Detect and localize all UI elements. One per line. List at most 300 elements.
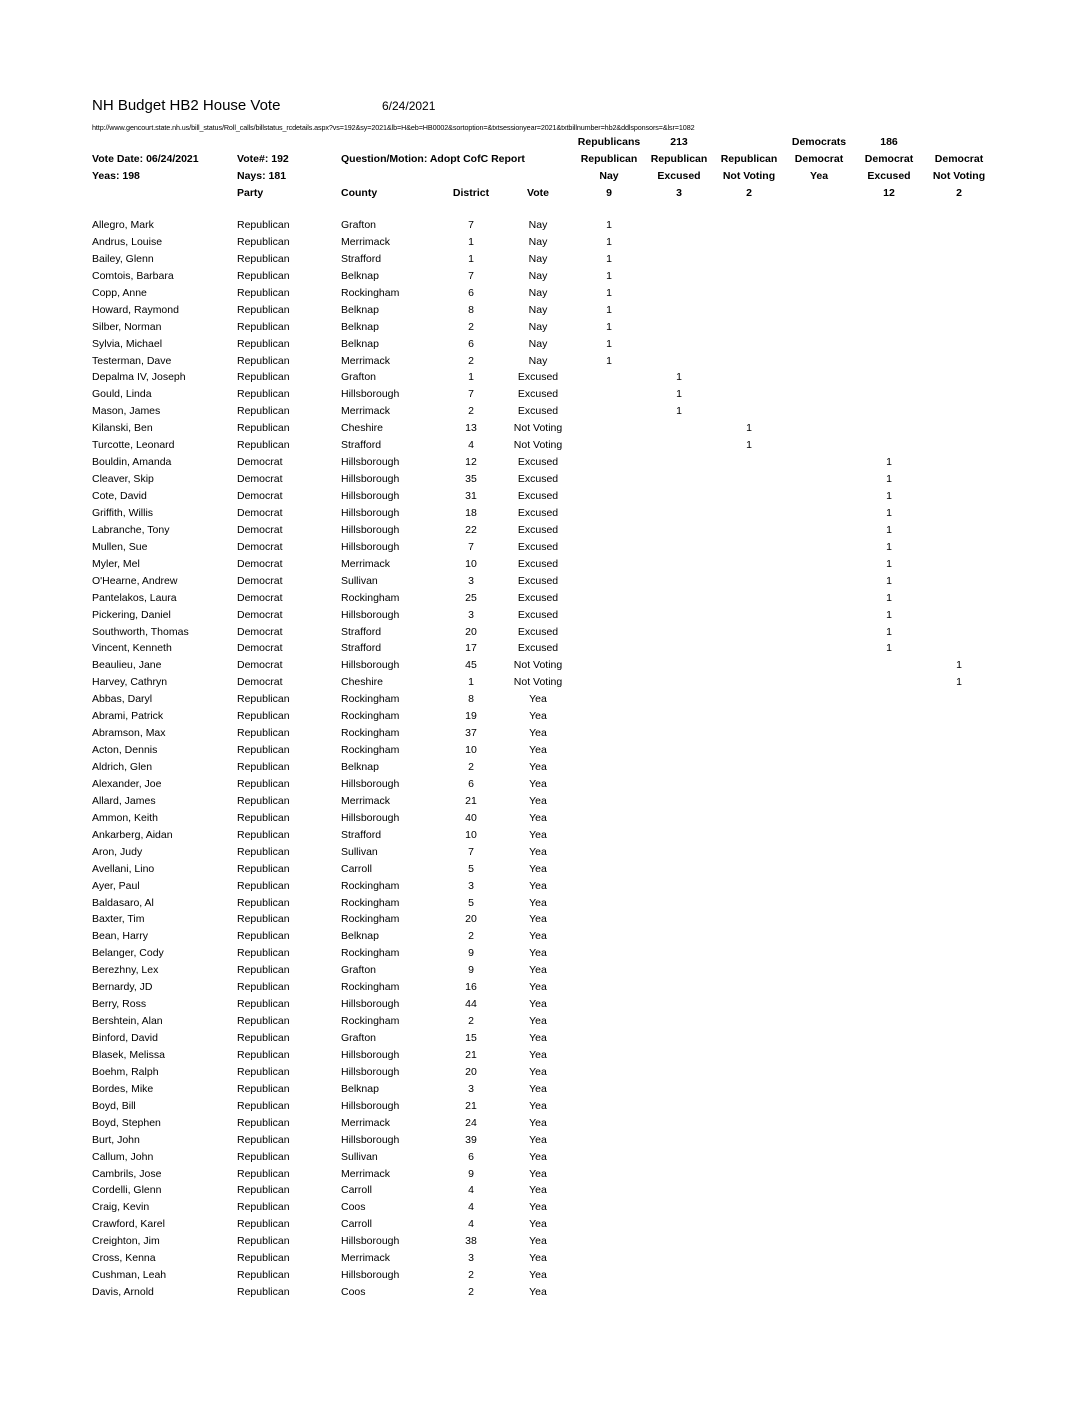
legislator-name: Abrami, Patrick [92,710,164,723]
district: 6 [468,286,474,299]
party: Republican [237,1015,290,1028]
legislator-name: Berry, Ross [92,998,147,1011]
district: 31 [465,490,477,502]
header-vote: Vote [527,187,549,199]
vote: Not Voting [513,676,563,689]
legislator-name: Callum, John [92,1150,154,1163]
rep-excused-mark: 1 [676,388,682,401]
party: Republican [237,286,290,299]
district: 2 [468,761,474,773]
dem-excused-mark: 1 [886,523,892,536]
legislator-name: Boehm, Ralph [92,1065,159,1078]
vote: Not Voting [513,439,563,452]
legislator-name: Cote, David [92,490,147,502]
vote: Yea [529,1032,547,1044]
vote: Excused [517,557,559,570]
legislator-name: Kilanski, Ben [92,422,153,435]
county: Belknap [341,761,379,773]
vote: Yea [529,981,547,994]
header-democrats: Democrats [791,136,847,148]
table-row [0,321,1088,338]
legislator-name: Belanger, Cody [92,947,164,960]
district: 6 [468,777,474,790]
county: Strafford [341,642,382,655]
table-row [0,761,1088,778]
party: Republican [237,219,290,231]
legislator-name: Crawford, Karel [92,1218,165,1231]
party: Republican [237,862,290,875]
dem-excused-mark: 1 [886,625,892,638]
table-row [0,219,1088,236]
legislator-name: Allard, James [92,794,156,807]
county: Hillsborough [341,659,400,672]
party: Republican [237,1167,290,1180]
legislator-name: Cambrils, Jose [92,1167,162,1180]
legislator-name: Cleaver, Skip [92,473,154,486]
legislator-name: Howard, Raymond [92,303,179,316]
vote: Excused [517,591,559,604]
party: Democrat [237,591,283,604]
table-row [0,642,1088,659]
party: Republican [237,1184,290,1197]
party: Republican [237,693,290,706]
vote: Yea [529,998,547,1011]
party: Democrat [237,456,283,469]
header-rep-nay-count: 9 [606,187,612,199]
county: Grafton [341,964,377,977]
party: Republican [237,1065,290,1078]
legislator-name: Turcotte, Leonard [92,439,175,452]
district: 7 [468,540,474,553]
district: 40 [465,811,477,824]
table-row [0,558,1088,575]
dem-excused-mark: 1 [886,540,892,553]
vote: Yea [529,1286,547,1299]
legislator-name: Bouldin, Amanda [92,456,172,469]
legislator-name: Testerman, Dave [92,354,172,367]
district: 4 [468,1201,474,1214]
header-rep-nay-2: Nay [599,170,619,182]
district: 4 [468,1184,474,1197]
vote: Yea [529,693,547,706]
district: 1 [468,235,474,248]
vote-table-body [0,219,1088,1303]
party: Republican [237,1116,290,1129]
vote: Yea [529,1150,547,1163]
district: 1 [468,371,474,384]
table-row [0,371,1088,388]
party: Republican [237,710,290,723]
header-rep-exc-count: 3 [676,187,682,199]
vote: Excused [517,490,559,502]
county: Merrimack [341,557,390,570]
county: Hillsborough [341,1099,400,1112]
party: Democrat [237,676,283,689]
legislator-name: Comtois, Barbara [92,269,174,282]
legislator-name: Davis, Arnold [92,1286,154,1299]
header-rep-exc-1: Republican [650,153,708,165]
vote: Not Voting [513,422,563,435]
legislator-name: Griffith, Willis [92,506,154,519]
vote: Yea [529,1099,547,1112]
county: Coos [341,1201,366,1214]
vote: Nay [528,337,548,350]
party: Republican [237,354,290,367]
table-row [0,829,1088,846]
table-row [0,1015,1088,1032]
table-row [0,863,1088,880]
header-rep-nay-1: Republican [580,153,638,165]
vote: Yea [529,862,547,875]
vote: Yea [529,896,547,909]
district: 37 [465,727,477,740]
table-row [0,626,1088,643]
vote: Yea [529,744,547,757]
table-row [0,388,1088,405]
county: Hillsborough [341,608,400,621]
legislator-name: Silber, Norman [92,320,162,333]
vote: Yea [529,794,547,807]
vote: Yea [529,913,547,926]
district: 35 [465,473,477,486]
county: Carroll [341,1218,372,1231]
district: 2 [468,320,474,333]
table-row [0,304,1088,321]
table-row [0,1201,1088,1218]
rep-excused-mark: 1 [676,405,682,418]
district: 45 [465,659,477,672]
dem-not-voting-mark: 1 [956,659,962,672]
table-row [0,338,1088,355]
district: 3 [468,574,474,587]
vote-number: Vote#: 192 [237,153,289,165]
county: Cheshire [341,676,384,689]
legislator-name: Boyd, Stephen [92,1116,161,1129]
rep-nay-mark: 1 [606,286,612,299]
table-row [0,1168,1088,1185]
district: 2 [468,1015,474,1028]
district: 3 [468,1082,474,1095]
party: Republican [237,371,290,384]
table-row [0,998,1088,1015]
legislator-name: Aron, Judy [92,845,143,858]
district: 15 [465,1032,477,1044]
party: Republican [237,811,290,824]
legislator-name: Blasek, Melissa [92,1048,165,1061]
district: 25 [465,591,477,604]
vote: Yea [529,947,547,960]
party: Republican [237,422,290,435]
header-county: County [341,187,378,199]
table-row [0,1184,1088,1201]
header-rep-nv-count: 2 [746,187,752,199]
district: 9 [468,964,474,977]
table-row [0,880,1088,897]
vote: Yea [529,879,547,892]
legislator-name: Mullen, Sue [92,540,148,553]
county: Grafton [341,219,377,231]
party: Democrat [237,540,283,553]
vote: Excused [517,642,559,655]
party: Republican [237,235,290,248]
county: Strafford [341,625,382,638]
county: Belknap [341,1082,379,1095]
header-rep-exc-2: Excused [657,170,701,182]
vote: Nay [528,235,548,248]
vote: Yea [529,1269,547,1282]
table-row [0,795,1088,812]
table-row [0,930,1088,947]
header-dem-nv-count: 2 [956,187,962,199]
party: Republican [237,794,290,807]
legislator-name: Abbas, Daryl [92,693,153,706]
table-row [0,490,1088,507]
district: 16 [465,981,477,994]
party: Republican [237,1150,290,1163]
vote: Yea [529,727,547,740]
party: Republican [237,761,290,773]
question-motion: Question/Motion: Adopt CofC Report [341,153,525,165]
district: 5 [468,862,474,875]
table-row [0,524,1088,541]
county: Belknap [341,269,379,282]
legislator-name: Abramson, Max [92,727,166,740]
district: 7 [468,388,474,401]
county: Hillsborough [341,998,400,1011]
district: 6 [468,1150,474,1163]
county: Hillsborough [341,456,400,469]
dem-excused-mark: 1 [886,642,892,655]
header-dem-nv-1: Democrat [934,153,984,165]
table-row [0,897,1088,914]
county: Hillsborough [341,1133,400,1146]
dem-excused-mark: 1 [886,473,892,486]
rep-nay-mark: 1 [606,235,612,248]
header-republicans-total: 213 [670,136,688,148]
vote: Excused [517,473,559,486]
party: Republican [237,1082,290,1095]
table-row [0,287,1088,304]
vote: Yea [529,1218,547,1231]
district: 19 [465,710,477,723]
table-row [0,1151,1088,1168]
table-row [0,812,1088,829]
party: Republican [237,1099,290,1112]
legislator-name: Binford, David [92,1032,158,1044]
table-row [0,575,1088,592]
county: Carroll [341,1184,372,1197]
party: Democrat [237,642,283,655]
legislator-name: Cushman, Leah [92,1269,167,1282]
district: 4 [468,439,474,452]
county: Rockingham [341,896,400,909]
legislator-name: Baxter, Tim [92,913,145,926]
table-row [0,422,1088,439]
rep-excused-mark: 1 [676,371,682,384]
legislator-name: Baldasaro, Al [92,896,154,909]
source-url: http://www.gencourt.state.nh.us/bill_status/Roll_calls/billstatus_rcdetails.aspx?vs=192&sy=2021&lb=H&eb=HB0002&sortoption=&txtsessionyear=2021&txtbillnumber=hb2&ddlsponsors=&lsr=1082 [92,123,695,132]
district: 44 [465,998,477,1011]
district: 2 [468,405,474,418]
party: Republican [237,964,290,977]
district: 3 [468,879,474,892]
rep-nay-mark: 1 [606,269,612,282]
table-row [0,710,1088,727]
party: Republican [237,896,290,909]
legislator-name: Avellani, Lino [92,862,155,875]
page-title: NH Budget HB2 House Vote [92,97,281,114]
district: 4 [468,1218,474,1231]
legislator-name: Ammon, Keith [92,811,158,824]
party: Republican [237,981,290,994]
table-row [0,1066,1088,1083]
legislator-name: O'Hearne, Andrew [92,574,178,587]
vote: Yea [529,845,547,858]
district: 6 [468,337,474,350]
table-row [0,270,1088,287]
table-row [0,541,1088,558]
legislator-name: Depalma IV, Joseph [92,371,186,384]
county: Merrimack [341,1252,390,1265]
legislator-name: Bernardy, JD [92,981,153,994]
district: 9 [468,1167,474,1180]
party: Republican [237,269,290,282]
party: Republican [237,913,290,926]
county: Rockingham [341,879,400,892]
county: Hillsborough [341,1235,400,1248]
table-row [0,1049,1088,1066]
district: 39 [465,1133,477,1146]
legislator-name: Cordelli, Glenn [92,1184,162,1197]
vote: Yea [529,811,547,824]
yeas-count: Yeas: 198 [92,170,140,182]
legislator-name: Gould, Linda [92,388,152,401]
vote: Yea [529,1167,547,1180]
county: Rockingham [341,981,400,994]
district: 7 [468,845,474,858]
dem-excused-mark: 1 [886,506,892,519]
party: Democrat [237,490,283,502]
county: Grafton [341,371,377,384]
party: Republican [237,1235,290,1248]
vote: Excused [517,608,559,621]
vote: Not Voting [513,659,563,672]
legislator-name: Mason, James [92,405,161,418]
district: 21 [465,1099,477,1112]
county: Belknap [341,303,379,316]
legislator-name: Alexander, Joe [92,777,162,790]
county: Rockingham [341,727,400,740]
vote: Yea [529,1201,547,1214]
party: Democrat [237,574,283,587]
vote: Excused [517,574,559,587]
district: 7 [468,219,474,231]
table-row [0,981,1088,998]
vote: Nay [528,303,548,316]
county: Merrimack [341,1116,390,1129]
legislator-name: Pantelakos, Laura [92,591,177,604]
table-row [0,1235,1088,1252]
party: Democrat [237,659,283,672]
county: Sullivan [341,1150,378,1163]
district: 13 [465,422,477,435]
district: 2 [468,1269,474,1282]
legislator-name: Harvey, Cathryn [92,676,168,689]
county: Cheshire [341,422,384,435]
header-democrats-total: 186 [880,136,898,148]
county: Carroll [341,862,372,875]
table-row [0,1100,1088,1117]
legislator-name: Bordes, Mike [92,1082,154,1095]
legislator-name: Beaulieu, Jane [92,659,162,672]
legislator-name: Craig, Kevin [92,1201,150,1214]
rep-nay-mark: 1 [606,303,612,316]
county: Hillsborough [341,1065,400,1078]
county: Strafford [341,439,382,452]
vote-date: 6/24/2021 [382,99,436,113]
dem-excused-mark: 1 [886,490,892,502]
county: Sullivan [341,574,378,587]
county: Rockingham [341,693,400,706]
legislator-name: Boyd, Bill [92,1099,136,1112]
legislator-name: Burt, John [92,1133,140,1146]
header-district: District [452,187,490,199]
legislator-name: Andrus, Louise [92,235,163,248]
party: Republican [237,303,290,316]
county: Coos [341,1286,366,1299]
district: 22 [465,523,477,536]
legislator-name: Creighton, Jim [92,1235,160,1248]
county: Hillsborough [341,1269,400,1282]
table-row [0,913,1088,930]
table-row [0,727,1088,744]
county: Sullivan [341,845,378,858]
party: Democrat [237,523,283,536]
table-row [0,473,1088,490]
county: Merrimack [341,405,390,418]
county: Merrimack [341,354,390,367]
vote-date-label: Vote Date: 06/24/2021 [92,153,199,165]
legislator-name: Vincent, Kenneth [92,642,172,655]
legislator-name: Pickering, Daniel [92,608,171,621]
party: Republican [237,337,290,350]
party: Republican [237,1252,290,1265]
district: 17 [465,642,477,655]
county: Rockingham [341,710,400,723]
county: Hillsborough [341,540,400,553]
vote: Yea [529,1116,547,1129]
district: 20 [465,1065,477,1078]
vote: Yea [529,1048,547,1061]
county: Belknap [341,930,379,943]
table-row [0,947,1088,964]
district: 24 [465,1116,477,1129]
legislator-name: Ayer, Paul [92,879,140,892]
nays-count: Nays: 181 [237,170,287,182]
county: Merrimack [341,235,390,248]
dem-excused-mark: 1 [886,591,892,604]
district: 1 [468,676,474,689]
vote: Nay [528,320,548,333]
vote: Yea [529,1184,547,1197]
party: Republican [237,252,290,265]
county: Hillsborough [341,811,400,824]
vote: Excused [517,371,559,384]
party: Republican [237,947,290,960]
header-dem-exc-count: 12 [883,187,895,199]
vote: Yea [529,930,547,943]
district: 2 [468,354,474,367]
